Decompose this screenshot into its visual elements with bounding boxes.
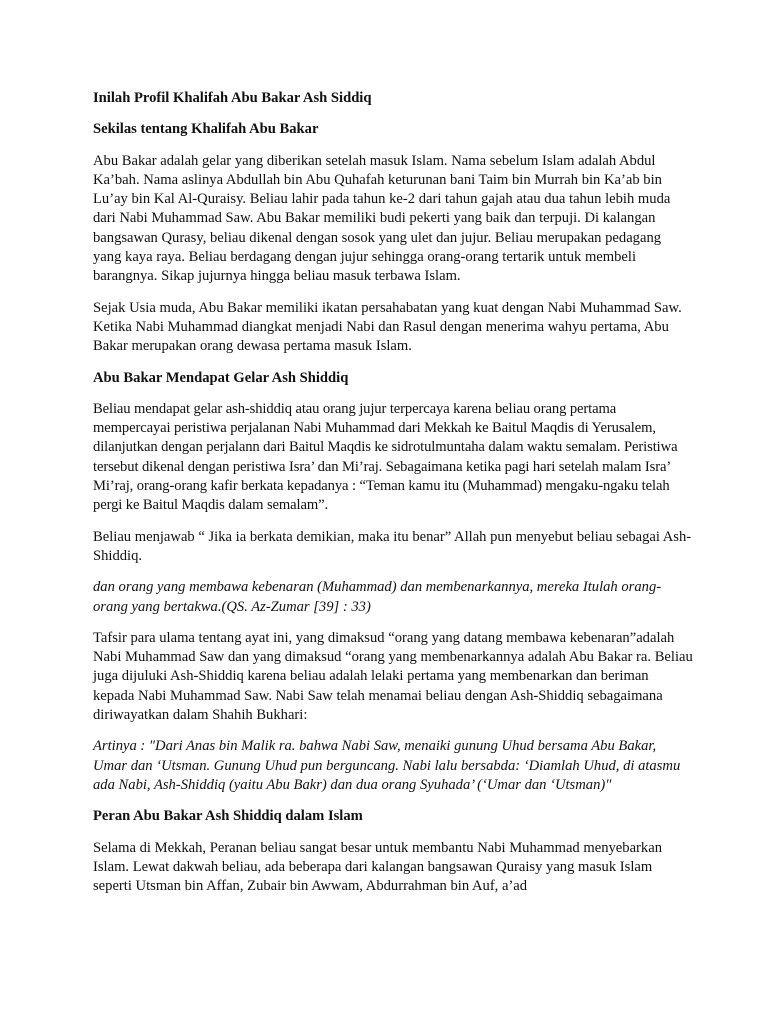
paragraph-role-mecca: Selama di Mekkah, Peranan beliau sangat besar untuk membantu Nabi Muhammad menyebarkan Islam. Lewat dakwah beliau, ada beberapa dari kalangan bangsawan Quraisy yang masuk Islam seperti Utsman bin Affan, Zubair bin Awwam, Abdurrahman bin Auf, a’ad xyxy=(93,839,662,895)
paragraph-isra-miraj: Beliau mendapat gelar ash-shiddiq atau orang jujur terpercaya karena beliau orang pertama mempercayai peristiwa perjalanan Nabi Muhammad dari Mekkah ke Baitul Maqdis di Yerusalem, dilanjutkan dengan perjalann dari Baitul Maqdis ke sidrotulmuntaha dalam waktu semalam. Peristiwa tersebut dikenal dengan peristiwa Isra’ dan Mi’raj. Sebagaimana ketika pagi hari setelah malam Isra’ Mi’raj, orang-orang kafir berkata kepadanya : “Teman kamu itu (Muhammad) mengaku-ngaku telah pergi ke Baitul Maqdis dalam semalam”. xyxy=(93,400,678,514)
document-body xyxy=(93,89,693,908)
document-title: Inilah Profil Khalifah Abu Bakar Ash Siddiq xyxy=(93,90,372,106)
paragraph-answer: Beliau menjawab “ Jika ia berkata demikian, maka itu benar” Allah pun menyebut beliau sebagai Ash-Shiddiq. xyxy=(93,528,692,564)
paragraph-tafsir: Tafsir para ulama tentang ayat ini, yang dimaksud “orang yang datang membawa kebenaran”adalah Nabi Muhammad Saw dan yang dimaksud “orang yang membenarkannya adalah Abu Bakar ra. Beliau juga dijuluki Ash-Shiddiq karena beliau adalah lelaki pertama yang membenarkan dan beriman kepada Nabi Muhammad Saw. Nabi Saw telah menamai beliau dengan Ash-Shiddiq sebagaimana diriwayatkan dalam Shahih Bukhari: xyxy=(93,629,693,724)
quote-hadith-bukhari: Artinya : "Dari Anas bin Malik ra. bahwa Nabi Saw, menaiki gunung Uhud bersama Abu Bakar, Umar dan ‘Utsman. Gunung Uhud pun berguncang. Nabi lalu bersabda: ‘Diamlah Uhud, di atasmu ada Nabi, Ash-Shiddiq (yaitu Abu Bakr) dan dua orang Syuhada’ (‘Umar dan ‘Utsman)" xyxy=(93,738,681,793)
section-heading-sekilas: Sekilas tentang Khalifah Abu Bakar xyxy=(93,121,319,138)
section-heading-gelar: Abu Bakar Mendapat Gelar Ash Shiddiq xyxy=(93,369,349,386)
section-heading-peran: Peran Abu Bakar Ash Shiddiq dalam Islam xyxy=(93,808,363,825)
paragraph-friendship: Sejak Usia muda, Abu Bakar memiliki ikatan persahabatan yang kuat dengan Nabi Muhammad Saw. Ketika Nabi Muhammad diangkat menjadi Nabi dan Rasul dengan menerima wahyu pertama, Abu Bakar merupakan orang dewasa pertama masuk Islam. xyxy=(93,299,682,355)
quote-az-zumar: dan orang yang membawa kebenaran (Muhammad) dan membenarkannya, mereka Itulah orang-orang yang bertakwa.(QS. Az-Zumar [39] : 33) xyxy=(93,579,662,615)
paragraph-intro: Abu Bakar adalah gelar yang diberikan setelah masuk Islam. Nama sebelum Islam adalah Abdul Ka’bah. Nama aslinya Abdullah bin Abu Quhafah keturunan bani Taim bin Murrah bin Ka’ab bin Lu’ay bin Kal Al-Quraisy. Beliau lahir pada tahun ke-2 dari tahun gajah atau dua tahun lebih muda dari Nabi Muhammad Saw. Abu Bakar memiliki budi pekerti yang baik dan terpuji. Di kalangan bangsawan Qurasy, beliau dikenal dengan sosok yang ulet dan jujur. Beliau merupakan pedagang yang kaya raya. Beliau berdagang dengan jujur sehingga orang-orang tertarik untuk membeli barangnya. Sikap jujurnya hingga beliau masuk terbawa Islam. xyxy=(93,152,671,285)
